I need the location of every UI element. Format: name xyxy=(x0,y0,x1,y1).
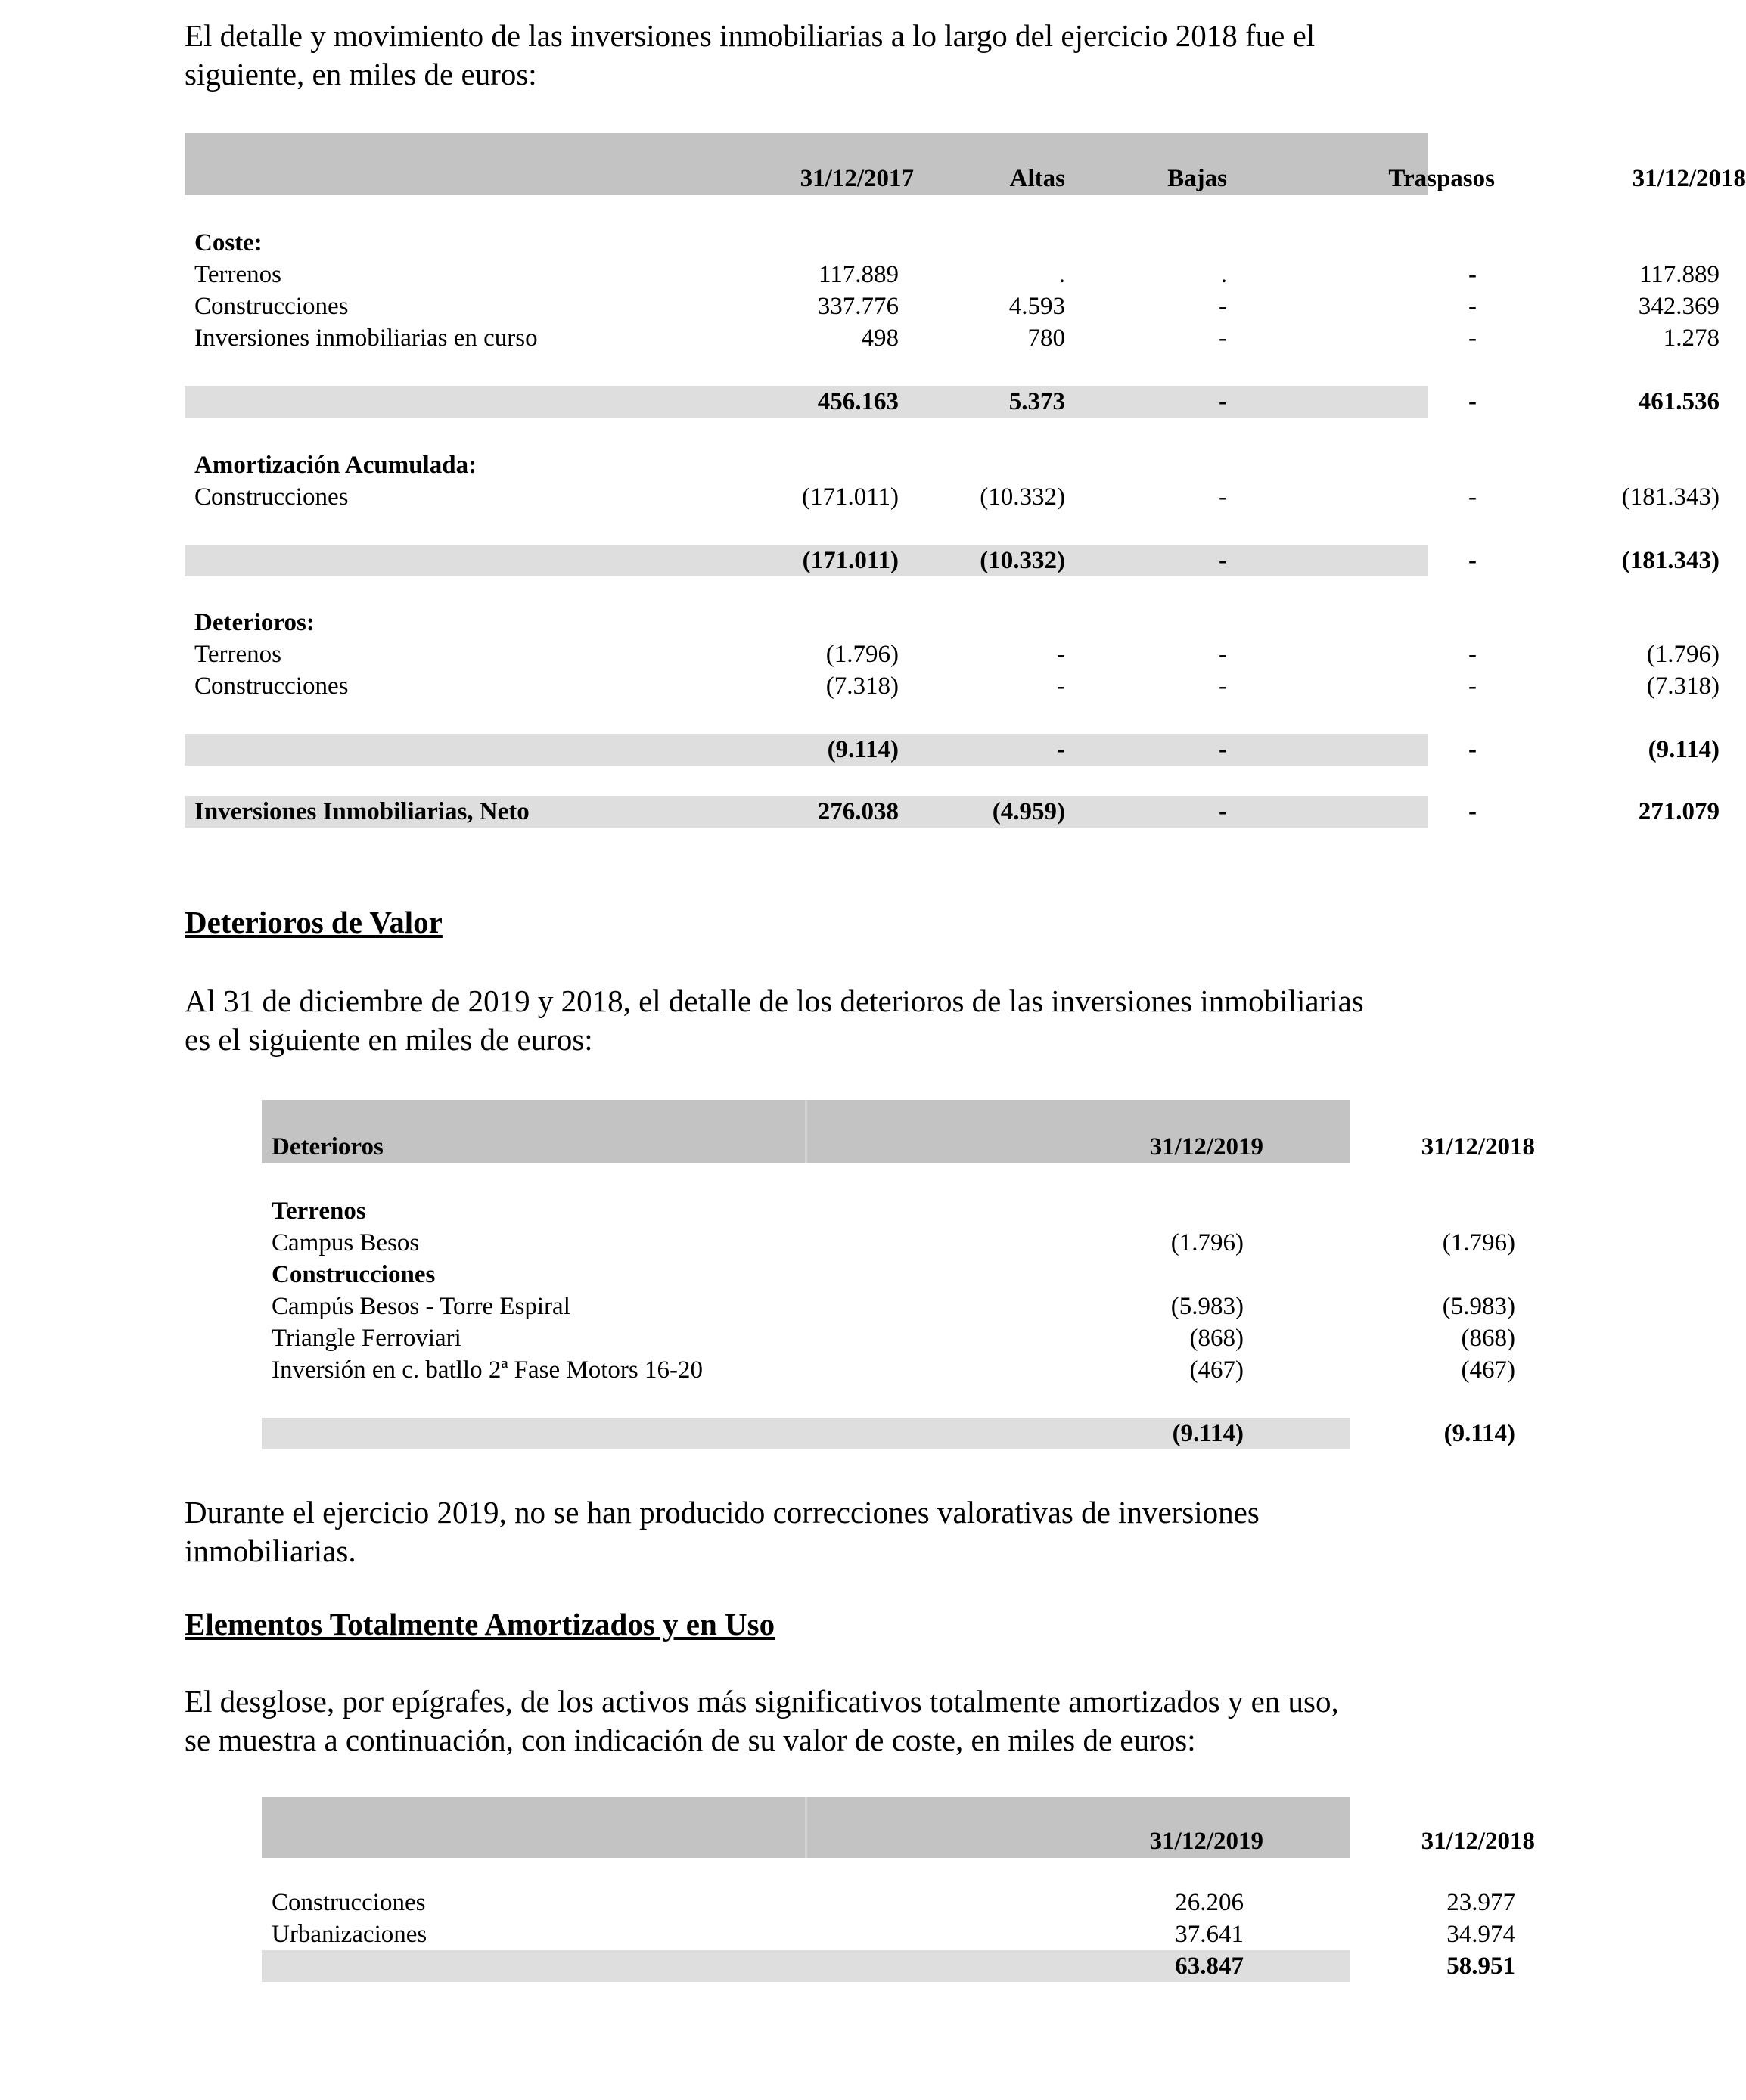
cell: (7.318) xyxy=(825,673,899,700)
cell: - xyxy=(1468,388,1477,415)
cell: - xyxy=(1468,641,1477,668)
neto-label: Inversiones Inmobiliarias, Neto xyxy=(194,798,530,825)
cell: - xyxy=(1219,388,1227,415)
cell: (9.114) xyxy=(1172,1420,1244,1447)
header-traspasos: Traspasos xyxy=(1388,165,1495,192)
table-row xyxy=(262,1259,1350,1291)
fully-amortized-total-row xyxy=(262,1950,1515,1982)
impairment-table xyxy=(262,1100,1535,1448)
coste-total-row xyxy=(185,386,1720,418)
cell: 4.593 xyxy=(1008,293,1065,320)
cell: (1.796) xyxy=(1646,641,1720,668)
cell: (9.114) xyxy=(1443,1420,1515,1447)
header-altas: Altas xyxy=(1009,165,1065,192)
cell: 456.163 xyxy=(817,388,899,415)
table-row xyxy=(262,1291,1515,1322)
table-row xyxy=(262,1887,1515,1918)
table-row xyxy=(185,259,1720,290)
cell: - xyxy=(1219,483,1227,511)
cell: 63.847 xyxy=(1175,1952,1244,1980)
header-31-12-2017: 31/12/2017 xyxy=(800,165,914,192)
row-label: Terrenos xyxy=(194,261,281,288)
header-31-12-2018: 31/12/2018 xyxy=(1632,165,1746,192)
cell: - xyxy=(1468,673,1477,700)
coste-label-row xyxy=(185,227,1428,259)
cell: . xyxy=(1058,261,1065,288)
cell: - xyxy=(1219,641,1227,668)
deterioros-total-row xyxy=(185,734,1720,766)
amortizacion-label: Amortización Acumulada: xyxy=(194,452,477,479)
row-label: Inversión en c. batllo 2ª Fase Motors 16-20 xyxy=(272,1356,704,1384)
table-row xyxy=(262,1918,1515,1950)
cell: 276.038 xyxy=(817,798,899,825)
row-label: Campús Besos - Torre Espiral xyxy=(272,1293,570,1320)
cell: (868) xyxy=(1189,1325,1244,1352)
cell: - xyxy=(1219,547,1227,574)
neto-total-row xyxy=(185,796,1720,828)
cell: - xyxy=(1219,293,1227,320)
table-row xyxy=(262,1322,1515,1354)
row-label: Construcciones xyxy=(194,483,349,511)
table-row xyxy=(185,670,1720,702)
table-row xyxy=(262,1354,1515,1386)
cell: 271.079 xyxy=(1638,798,1720,825)
impairment-total-row xyxy=(262,1418,1515,1449)
cell: - xyxy=(1468,483,1477,511)
row-label: Campus Besos xyxy=(272,1229,420,1257)
header-bajas: Bajas xyxy=(1167,165,1227,192)
cell: - xyxy=(1057,641,1065,668)
cell: - xyxy=(1468,547,1477,574)
cell: - xyxy=(1219,798,1227,825)
cell: (467) xyxy=(1461,1356,1515,1384)
cell: (868) xyxy=(1461,1325,1515,1352)
impairment-table-header xyxy=(262,1100,1535,1163)
section-title-amortizados: Elementos Totalmente Amortizados y en Uso xyxy=(185,1607,775,1642)
cell: - xyxy=(1219,325,1227,352)
cell: 780 xyxy=(1027,325,1065,352)
deterioros-line-1: Al 31 de diciembre de 2019 y 2018, el detalle de los deterioros de las inversiones inmobiliarias xyxy=(185,983,1364,1018)
row-label: Inversiones inmobiliarias en curso xyxy=(194,325,538,352)
deterioros-label: Deterioros: xyxy=(194,609,315,636)
cell: 117.889 xyxy=(818,261,899,288)
table-row xyxy=(185,322,1720,354)
cell: (1.796) xyxy=(1170,1229,1244,1257)
header-31-12-2019: 31/12/2019 xyxy=(1149,1828,1263,1855)
cell: 1.278 xyxy=(1663,325,1720,352)
cell: (4.959) xyxy=(992,798,1065,825)
cell: (9.114) xyxy=(827,736,899,763)
cell: (7.318) xyxy=(1646,673,1720,700)
movement-table-header xyxy=(185,133,1746,195)
row-label: Construcciones xyxy=(272,1261,436,1288)
movement-table xyxy=(185,133,1746,829)
cell: (181.343) xyxy=(1621,547,1720,574)
row-label: Triangle Ferroviari xyxy=(272,1325,461,1352)
fully-amortized-table xyxy=(262,1797,1535,1980)
header-31-12-2018: 31/12/2018 xyxy=(1421,1828,1535,1855)
cell: - xyxy=(1057,673,1065,700)
intro-paragraph xyxy=(185,17,1428,94)
no-corrections-paragraph xyxy=(185,1493,1428,1570)
cell: (171.011) xyxy=(801,483,899,511)
coste-label: Coste: xyxy=(194,229,263,256)
amortizacion-label-row xyxy=(185,449,1428,481)
table-row xyxy=(185,481,1720,513)
cell: 26.206 xyxy=(1175,1889,1244,1916)
cell: 5.373 xyxy=(1008,388,1065,415)
cell: - xyxy=(1468,325,1477,352)
cell: 498 xyxy=(861,325,899,352)
cell: 342.369 xyxy=(1638,293,1720,320)
cell: - xyxy=(1057,736,1065,763)
cell: (1.796) xyxy=(825,641,899,668)
cell: 34.974 xyxy=(1446,1921,1515,1948)
no-corrections-line-1: Durante el ejercicio 2019, no se han producido correcciones valorativas de inversiones xyxy=(185,1495,1260,1530)
table-row xyxy=(185,290,1720,322)
row-label: Construcciones xyxy=(194,673,349,700)
section-title-deterioros: Deterioros de Valor xyxy=(185,905,443,940)
cell: 117.889 xyxy=(1639,261,1720,288)
cell: - xyxy=(1219,673,1227,700)
deterioros-paragraph xyxy=(185,982,1428,1059)
deterioros-label-row xyxy=(185,607,1428,638)
intro-line-2: siguiente, en miles de euros: xyxy=(185,57,537,92)
amortizados-paragraph xyxy=(185,1682,1428,1760)
table-row xyxy=(262,1195,1350,1227)
row-label: Urbanizaciones xyxy=(272,1921,427,1948)
cell: - xyxy=(1468,261,1477,288)
cell: (181.343) xyxy=(1621,483,1720,511)
cell: - xyxy=(1468,293,1477,320)
cell: 337.776 xyxy=(817,293,899,320)
row-label: Construcciones xyxy=(272,1889,426,1916)
amortizacion-total-row xyxy=(185,545,1720,576)
fully-amortized-table-header xyxy=(262,1797,1535,1858)
row-label: Terrenos xyxy=(272,1198,366,1225)
no-corrections-line-2: inmobiliarias. xyxy=(185,1533,356,1568)
deterioros-line-2: es el siguiente en miles de euros: xyxy=(185,1022,593,1057)
cell: - xyxy=(1468,798,1477,825)
table-row xyxy=(185,638,1720,670)
cell: (10.332) xyxy=(980,547,1065,574)
cell: (5.983) xyxy=(1170,1293,1244,1320)
cell: - xyxy=(1219,736,1227,763)
cell: (5.983) xyxy=(1442,1293,1515,1320)
cell: (9.114) xyxy=(1648,736,1720,763)
header-31-12-2019: 31/12/2019 xyxy=(1149,1133,1263,1160)
amortizados-line-2: se muestra a continuación, con indicación de su valor de coste, en miles de euros: xyxy=(185,1723,1196,1757)
header-deterioros: Deterioros xyxy=(272,1133,384,1160)
amortizados-line-1: El desglose, por epígrafes, de los activos más significativos totalmente amortizados y en uso, xyxy=(185,1684,1339,1719)
header-31-12-2018: 31/12/2018 xyxy=(1421,1133,1535,1160)
row-label: Construcciones xyxy=(194,293,349,320)
intro-line-1: El detalle y movimiento de las inversiones inmobiliarias a lo largo del ejercicio 2018 fue el xyxy=(185,18,1316,53)
cell: 23.977 xyxy=(1446,1889,1515,1916)
cell: (467) xyxy=(1189,1356,1244,1384)
cell: - xyxy=(1468,736,1477,763)
cell: (1.796) xyxy=(1442,1229,1515,1257)
cell: 37.641 xyxy=(1175,1921,1244,1948)
cell: 461.536 xyxy=(1638,388,1720,415)
row-label: Terrenos xyxy=(194,641,281,668)
cell: (10.332) xyxy=(980,483,1065,511)
table-row xyxy=(262,1227,1515,1259)
cell: 58.951 xyxy=(1446,1952,1515,1980)
cell: . xyxy=(1220,261,1227,288)
cell: (171.011) xyxy=(802,547,899,574)
